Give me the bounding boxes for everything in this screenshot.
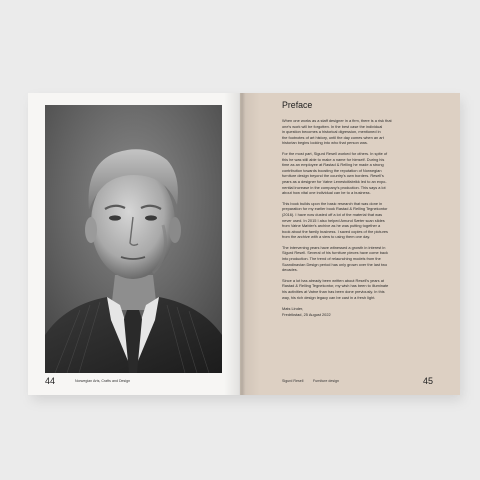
paragraph-line: his activities at Vatne than has been done previously. In this xyxy=(282,289,385,295)
paragraph-line: years as a designer for Vatne Lenestolfabrikk led to an expo- xyxy=(282,178,387,184)
right-running-footer-author: Sigurd Resell xyxy=(282,379,304,383)
book-gutter xyxy=(224,93,260,395)
paragraph-line: When one works as a staff designer in a firm, there is a risk that xyxy=(282,118,392,123)
paragraph-line: in question becomes a historical digression, mentioned in xyxy=(282,129,381,135)
left-running-footer: Norwegian Arts, Crafts and Design xyxy=(75,379,131,383)
preface-body xyxy=(282,118,442,300)
signature-name: Mats Linder, xyxy=(282,306,304,312)
paragraph-line: time as an employee at Rastad & Relling he made a strong xyxy=(282,162,384,168)
portrait-photo xyxy=(45,105,222,373)
paragraph-line: contribution towards boosting the reputation of Norwegian xyxy=(282,167,382,173)
preface-paragraph xyxy=(282,201,442,240)
preface-text-block xyxy=(282,100,442,317)
preface-heading: Preface xyxy=(282,100,313,110)
paragraph-line: nential increase in the company's production. This says a lot xyxy=(282,184,386,190)
paragraph-line: Since a lot has already been written about Resell's years at xyxy=(282,277,384,283)
paragraph-line: historian begins looking into who that person was. xyxy=(282,140,368,146)
open-book xyxy=(28,93,460,395)
paragraph-line: Sigurd Resell. Several of his furniture pieces have come back xyxy=(282,250,388,256)
paragraph-line: preparation for my earlier book Rastad & Relling Tegnekontor xyxy=(282,206,388,212)
paragraph-line: furniture design beyond the country's own borders. Resell's xyxy=(282,173,384,179)
paragraph-line: The intervening years have witnessed a growth in interest in xyxy=(282,244,386,250)
paragraph-line: the footnotes of art history, until the day comes when an art xyxy=(282,134,384,140)
preface-paragraph xyxy=(282,118,442,146)
right-page-number: 45 xyxy=(423,376,434,386)
paragraph-line: Scandinavian Design period has only grown over the last two xyxy=(282,261,388,267)
paragraph-line: from the archive with a view to using them one day. xyxy=(282,234,371,240)
signature xyxy=(282,306,442,317)
paragraph-line: this he was still able to make a name for himself. During his xyxy=(282,156,385,162)
right-running-footer-section: Furniture design xyxy=(313,379,339,383)
paragraph-line: way, his rich design legacy can be cast in a fresh light. xyxy=(282,294,376,300)
paragraph-line: This book builds upon the basic research that was done in xyxy=(282,200,383,206)
paragraph-line: never used. In 2015 I also helped Amund Sæter scan slides xyxy=(282,217,385,223)
signature-place-date: Fredrikstad, 25 August 2022 xyxy=(282,311,331,317)
paragraph-line: For the most part, Sigurd Resell worked for others. In spite of xyxy=(282,150,388,156)
paragraph-line: into production. The trend of relaunching models from the xyxy=(282,256,381,262)
paragraph-line: Rastad & Relling Tegnekontor, my wish has been to illuminate xyxy=(282,283,389,289)
preface-paragraph xyxy=(282,278,442,300)
paragraph-line: (2016). I have now dusted off a lot of the material that was xyxy=(282,211,383,217)
paragraph-line: decades. xyxy=(282,267,298,273)
paragraph-line: from Vatne Møbler's archive as he was putting together a xyxy=(282,223,381,229)
left-page-number: 44 xyxy=(45,376,56,386)
paragraph-line: one's work will be forgotten. In the best case the individual xyxy=(282,123,383,129)
paragraph-line: about how vital one individual can be to a business. xyxy=(282,190,371,196)
left-page xyxy=(28,93,240,395)
paragraph-line: book about the family business. I saved copies of the pictures xyxy=(282,228,388,234)
preface-paragraph xyxy=(282,245,442,273)
right-page xyxy=(240,93,460,395)
preface-paragraph xyxy=(282,151,442,196)
